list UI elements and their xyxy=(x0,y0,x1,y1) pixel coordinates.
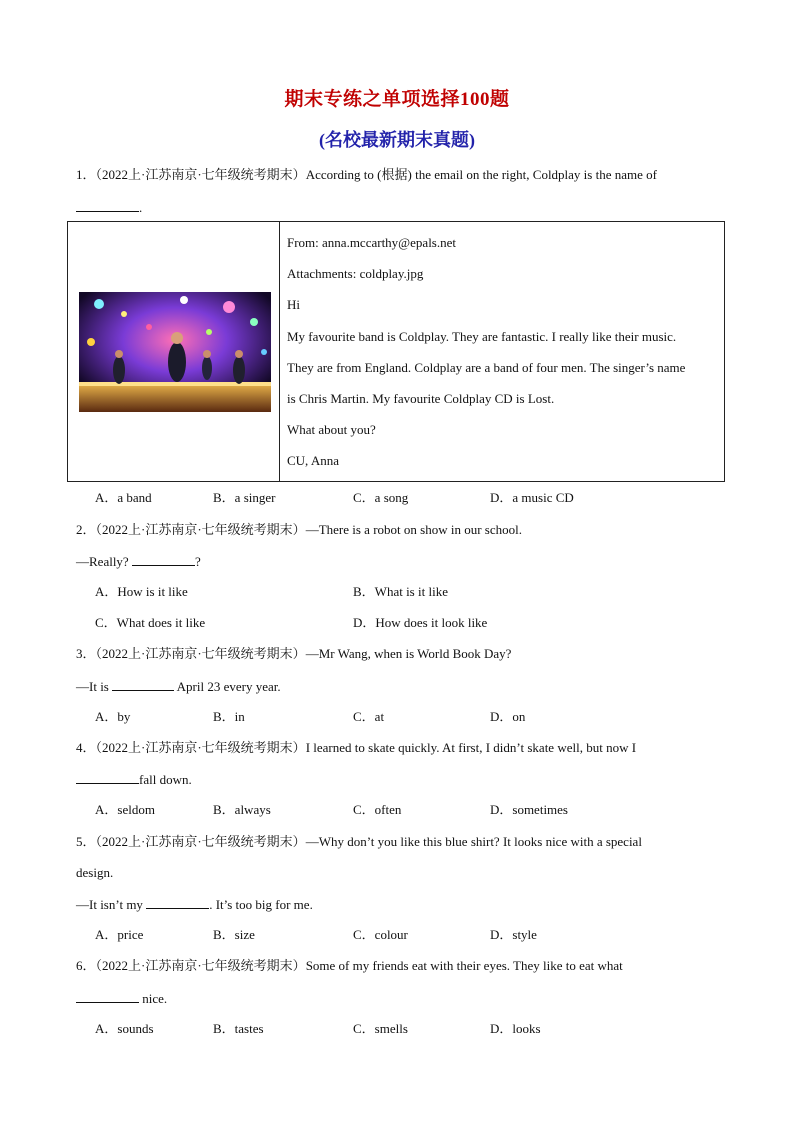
q4-option-d[interactable]: D．sometimes xyxy=(490,802,568,817)
q3-option-d[interactable]: D．on xyxy=(490,709,526,724)
answer-blank xyxy=(76,198,139,212)
question-source: （2022上·江苏南京·七年级统考期末） xyxy=(95,834,306,849)
question-4-line-2 xyxy=(76,770,192,789)
question-stem-prefix: —It isn’t my xyxy=(76,897,143,912)
question-5-line-1 xyxy=(76,833,642,851)
question-6-line-1 xyxy=(76,957,623,975)
question-stem-prefix: —Really? xyxy=(76,554,129,569)
question-source: （2022上·江苏南京·七年级统考期末） xyxy=(95,522,306,537)
q3-option-c[interactable]: C．at xyxy=(353,709,385,724)
page-subtitle: (名校最新期末真题) xyxy=(319,130,475,150)
q2-option-d[interactable]: D．How does it look like xyxy=(353,615,488,630)
q1-option-b[interactable]: B．a singer xyxy=(213,490,276,505)
q1-option-a[interactable]: A．a band xyxy=(95,490,152,505)
answer-blank xyxy=(146,895,209,909)
q1-option-d[interactable]: D．a music CD xyxy=(490,490,574,505)
q2-option-a[interactable]: A．How is it like xyxy=(95,584,188,599)
q3-option-a[interactable]: A．by xyxy=(95,709,131,724)
question-2-line-1 xyxy=(76,521,522,539)
question-number: 2． xyxy=(76,522,96,537)
email-from: From: anna.mccarthy@epals.net xyxy=(287,235,456,250)
question-source: （2022上·江苏南京·七年级统考期末） xyxy=(95,167,306,182)
q6-option-d[interactable]: D．looks xyxy=(490,1021,541,1036)
q3-option-b[interactable]: B．in xyxy=(213,709,245,724)
question-1-line-1 xyxy=(76,166,657,184)
email-box xyxy=(67,221,725,482)
q5-option-b[interactable]: B．size xyxy=(213,927,255,942)
question-stem: —Mr Wang, when is World Book Day? xyxy=(305,646,512,661)
q4-option-b[interactable]: B．always xyxy=(213,802,271,817)
question-stem-suffix: ? xyxy=(194,554,201,569)
question-stem-suffix: nice. xyxy=(142,991,168,1006)
question-source: （2022上·江苏南京·七年级统考期末） xyxy=(95,646,306,661)
question-stem: I learned to skate quickly. At first, I didn’t skate well, but now I xyxy=(305,740,637,755)
question-number: 4． xyxy=(76,740,96,755)
email-divider xyxy=(279,222,280,481)
question-stem: —There is a robot on show in our school. xyxy=(305,522,522,537)
question-1-line-2 xyxy=(76,198,142,217)
question-number: 6． xyxy=(76,958,96,973)
question-number: 3． xyxy=(76,646,96,661)
question-stem-suffix: fall down. xyxy=(139,772,192,787)
question-5-line-2: design. xyxy=(76,865,114,880)
question-number: 5． xyxy=(76,834,96,849)
email-signoff: CU, Anna xyxy=(287,453,339,468)
coldplay-concert-photo xyxy=(79,292,271,412)
question-stem-suffix: April 23 every year. xyxy=(176,679,281,694)
q4-option-c[interactable]: C．often xyxy=(353,802,402,817)
question-stem: According to (根据) the email on the right, Coldplay is the name of xyxy=(305,167,657,182)
q5-option-c[interactable]: C．colour xyxy=(353,927,408,942)
question-stem: —Why don’t you like this blue shirt? It looks nice with a special xyxy=(305,834,642,849)
q2-option-c[interactable]: C．What does it like xyxy=(95,615,206,630)
answer-blank xyxy=(76,770,139,784)
answer-blank xyxy=(132,552,195,566)
question-2-line-2 xyxy=(76,552,201,571)
question-stem-suffix: . It’s too big for me. xyxy=(209,897,313,912)
q6-option-a[interactable]: A．sounds xyxy=(95,1021,154,1036)
q5-option-a[interactable]: A．price xyxy=(95,927,144,942)
email-body-line-2: They are from England. Coldplay are a band of four men. The singer’s name xyxy=(287,360,686,375)
question-3-line-2 xyxy=(76,677,281,696)
q4-option-a[interactable]: A．seldom xyxy=(95,802,155,817)
answer-blank xyxy=(112,677,174,691)
question-4-line-1 xyxy=(76,739,636,757)
q6-option-c[interactable]: C．smells xyxy=(353,1021,408,1036)
question-3-line-1 xyxy=(76,645,511,663)
page-title: 期末专练之单项选择100题 xyxy=(284,89,510,110)
question-source: （2022上·江苏南京·七年级统考期末） xyxy=(95,740,306,755)
answer-blank xyxy=(76,989,139,1003)
question-stem: Some of my friends eat with their eyes. They like to eat what xyxy=(305,958,623,973)
q2-option-b[interactable]: B．What is it like xyxy=(353,584,448,599)
email-question: What about you? xyxy=(287,422,376,437)
q1-option-c[interactable]: C．a song xyxy=(353,490,409,505)
q5-option-d[interactable]: D．style xyxy=(490,927,537,942)
question-source: （2022上·江苏南京·七年级统考期末） xyxy=(95,958,306,973)
question-5-line-3 xyxy=(76,895,313,914)
question-stem-suffix: . xyxy=(139,200,143,215)
email-body-line-1: My favourite band is Coldplay. They are fantastic. I really like their music. xyxy=(287,329,677,344)
q6-option-b[interactable]: B．tastes xyxy=(213,1021,264,1036)
email-body-line-3: is Chris Martin. My favourite Coldplay CD is Lost. xyxy=(287,391,555,406)
question-number: 1． xyxy=(76,167,96,182)
question-stem-prefix: —It is xyxy=(76,679,109,694)
email-attachments: Attachments: coldplay.jpg xyxy=(287,266,424,281)
email-greeting: Hi xyxy=(287,297,300,312)
question-6-line-2 xyxy=(76,989,167,1008)
